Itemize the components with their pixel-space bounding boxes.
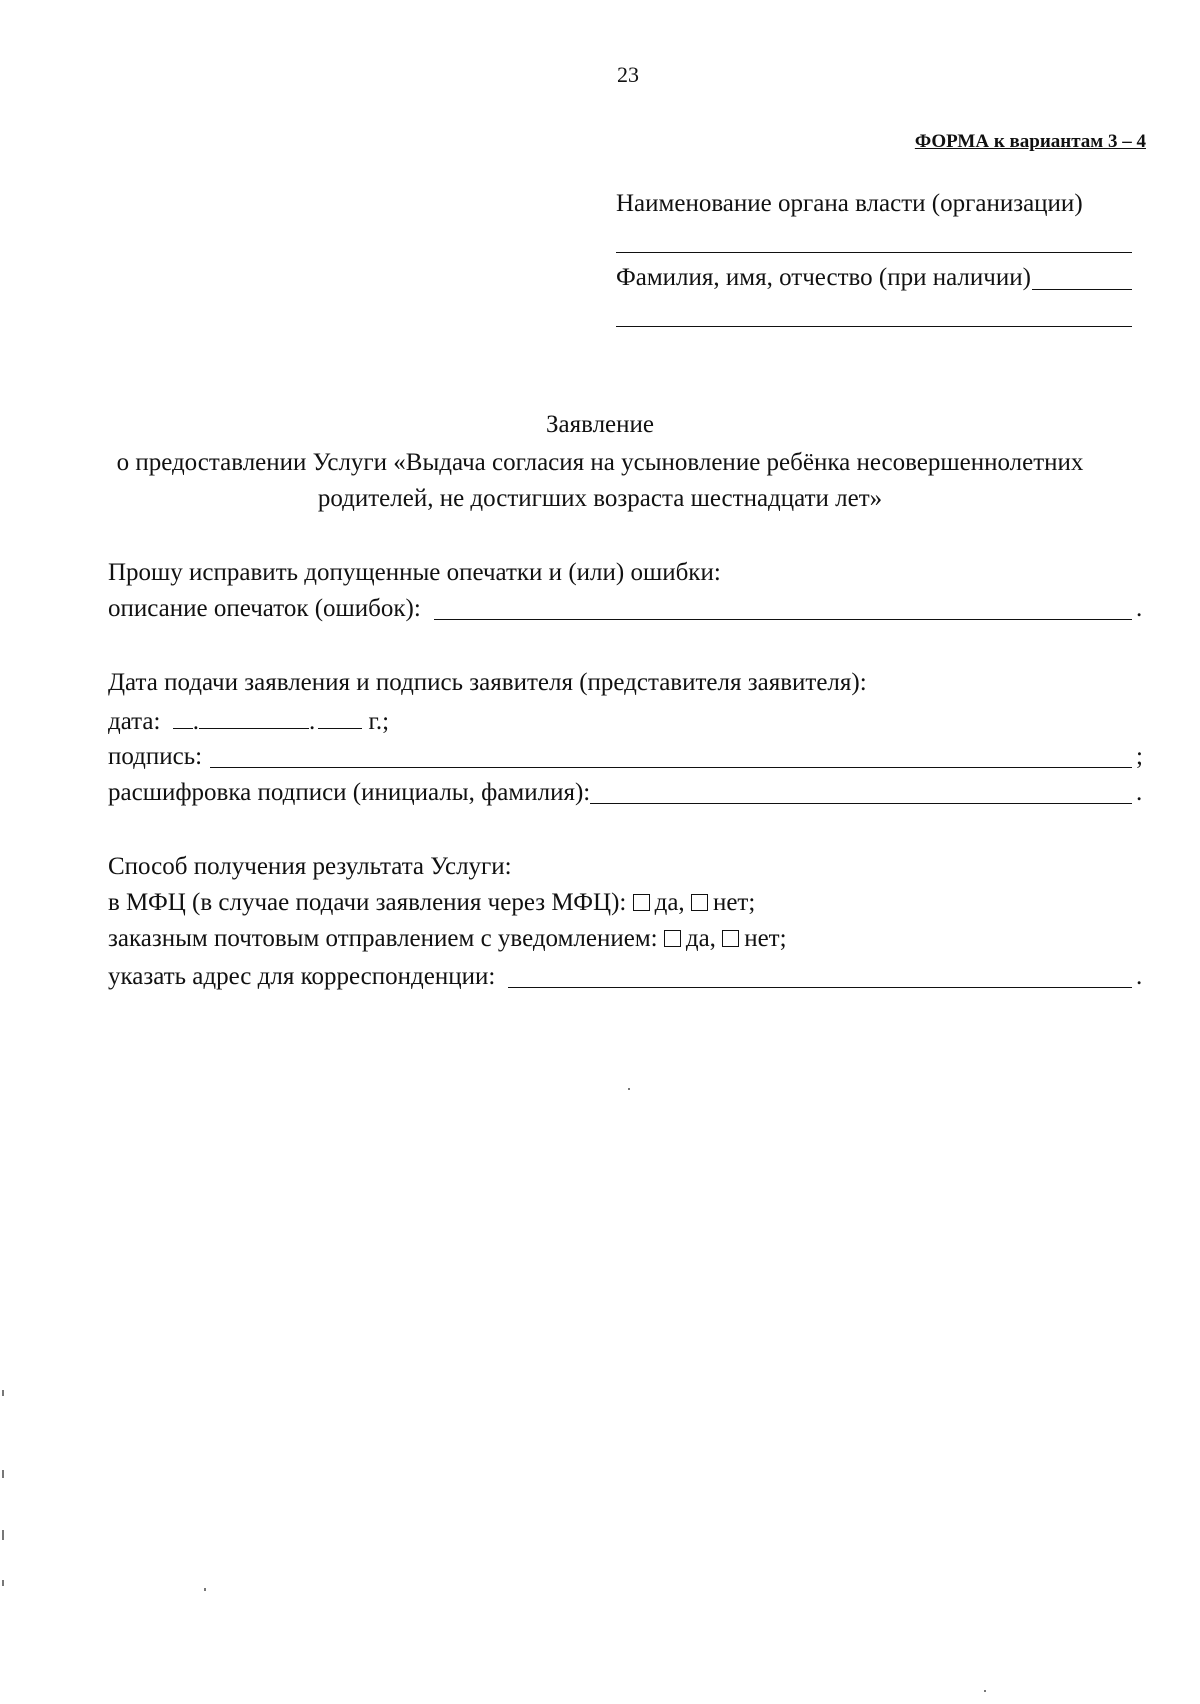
- mail-yes-label: да,: [685, 925, 716, 952]
- mfc-no-checkbox[interactable]: [691, 894, 708, 911]
- signature-decode-end-mark: .: [1136, 779, 1143, 806]
- scan-speck: [2, 1390, 4, 1396]
- mfc-yes-checkbox[interactable]: [633, 894, 650, 911]
- fio-field[interactable]: [616, 326, 1132, 327]
- mfc-no-label: нет;: [712, 889, 756, 916]
- signature-end-mark: ;: [1136, 743, 1143, 770]
- date-year-field[interactable]: [318, 706, 362, 729]
- authority-field[interactable]: [616, 252, 1132, 253]
- signature-decode-field[interactable]: [590, 803, 1132, 804]
- result-heading: Способ получения результата Услуги:: [108, 853, 512, 880]
- mail-yes-checkbox[interactable]: [664, 930, 681, 947]
- mail-no-checkbox[interactable]: [722, 930, 739, 947]
- date-separator-2: .: [308, 708, 316, 735]
- scan-speck: [2, 1580, 4, 1586]
- scan-speck: [2, 1530, 4, 1540]
- fio-field-inline[interactable]: [1032, 289, 1132, 290]
- form-reference: ФОРМА к вариантам 3 – 4: [914, 131, 1146, 152]
- scan-speck: [204, 1588, 206, 1591]
- correction-request: Прошу исправить допущенные опечатки и (или) ошибки:: [108, 559, 721, 586]
- date-month-field[interactable]: [199, 706, 309, 729]
- address-end-mark: .: [1136, 963, 1143, 990]
- fio-label: Фамилия, имя, отчество (при наличии): [616, 264, 1031, 291]
- date-separator-1: .: [192, 708, 199, 735]
- correction-description-field[interactable]: [434, 619, 1132, 620]
- document-title: Заявление: [545, 411, 655, 438]
- mfc-option-row: [108, 888, 755, 918]
- mail-option-label: заказным почтовым отправлением с уведомлением:: [108, 925, 658, 952]
- authority-label: Наименование органа власти (организации): [616, 190, 1083, 217]
- title-line-1: о предоставлении Услуги «Выдача согласия на усыновление ребёнка несовершеннолетних: [116, 449, 1084, 476]
- scan-speck: [628, 1088, 630, 1090]
- address-label: указать адрес для корреспонденции:: [108, 963, 496, 990]
- signature-label: подпись:: [108, 743, 203, 770]
- address-field[interactable]: [508, 987, 1132, 988]
- signing-heading: Дата подачи заявления и подпись заявителя (представителя заявителя):: [108, 669, 867, 696]
- mail-no-label: нет;: [744, 925, 787, 952]
- signature-field[interactable]: [210, 767, 1132, 768]
- mfc-option-label: в МФЦ (в случае подачи заявления через МФЦ):: [108, 889, 627, 916]
- date-day-field[interactable]: [173, 706, 193, 729]
- title-line-2: родителей, не достигших возраста шестнадцати лет»: [317, 485, 883, 512]
- page-number: 23: [617, 62, 639, 87]
- correction-end-mark: .: [1136, 595, 1143, 622]
- correction-description-label: описание опечаток (ошибок):: [108, 595, 421, 622]
- mail-option-row: [108, 924, 787, 954]
- date-row: [108, 706, 389, 737]
- date-label: дата:: [108, 708, 161, 735]
- mfc-yes-label: да,: [654, 889, 685, 916]
- date-suffix: г.;: [368, 708, 390, 735]
- signature-decode-label: расшифровка подписи (инициалы, фамилия):: [108, 779, 591, 806]
- scan-speck: [984, 1690, 986, 1692]
- scan-speck: [2, 1470, 4, 1478]
